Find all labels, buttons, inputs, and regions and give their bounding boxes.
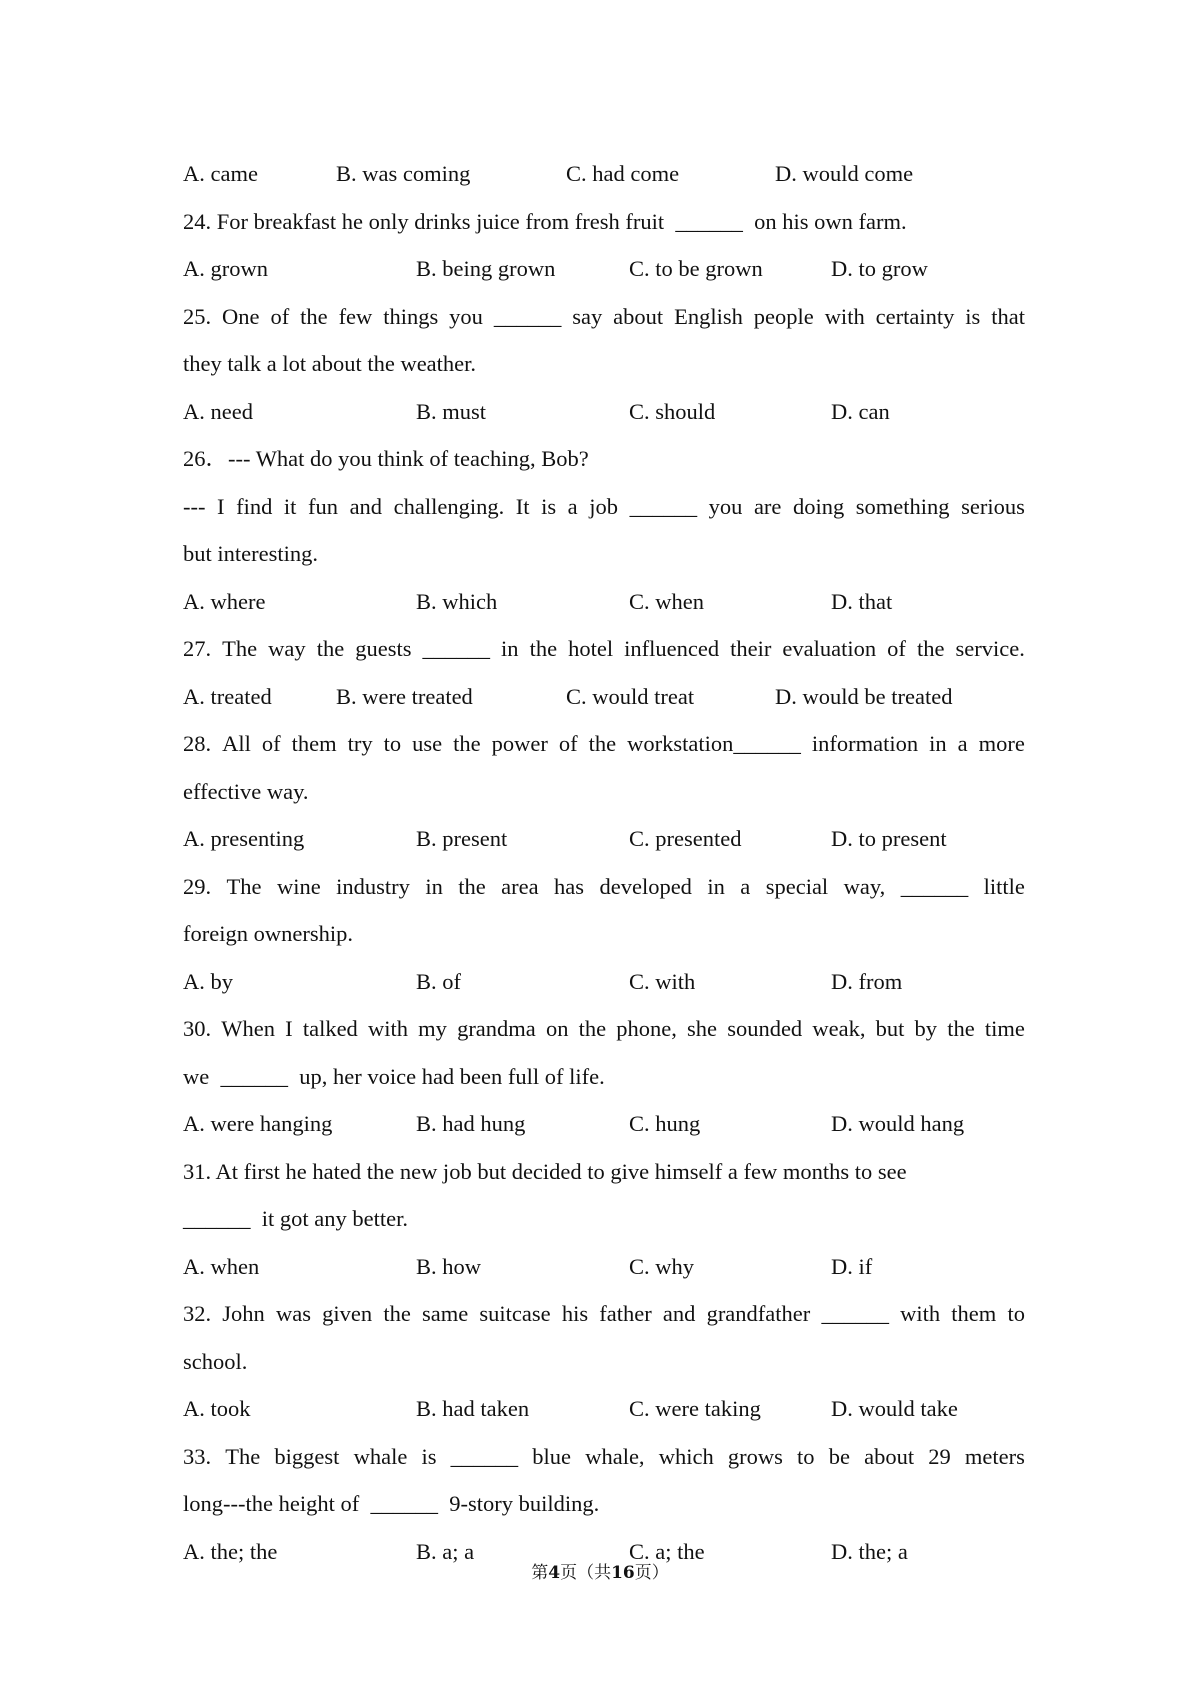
word: them xyxy=(951,1301,997,1326)
answer-option: C. why xyxy=(629,1253,695,1279)
footer-suffix: 页） xyxy=(634,1563,669,1583)
word: way, xyxy=(843,873,886,899)
answer-option: C. should xyxy=(629,398,716,424)
word: you xyxy=(708,493,743,519)
word: in xyxy=(707,873,725,899)
word: little xyxy=(983,873,1025,899)
word: of xyxy=(558,731,578,756)
word: John xyxy=(222,1301,265,1326)
word: the xyxy=(383,1301,411,1326)
word: of xyxy=(887,636,906,661)
answer-option: D. can xyxy=(831,398,890,424)
word: ______ xyxy=(422,636,491,661)
word: biggest xyxy=(274,1443,340,1469)
footer-middle: 页（共 xyxy=(560,1563,612,1583)
word: When xyxy=(221,1016,276,1041)
answer-option: A. were hanging xyxy=(183,1111,333,1136)
word: power xyxy=(491,731,548,756)
question-text xyxy=(183,1005,1025,1053)
word: challenging. xyxy=(393,493,505,519)
word: whale xyxy=(353,1443,408,1469)
word: about xyxy=(864,1443,915,1469)
word: of xyxy=(270,303,290,329)
word: 25. xyxy=(183,303,212,329)
word: the xyxy=(916,636,945,661)
word: their xyxy=(730,636,772,661)
word: grandfather xyxy=(706,1301,811,1326)
word: something xyxy=(855,493,950,519)
answer-option: A. the; the xyxy=(183,1538,278,1564)
word: which xyxy=(658,1443,714,1469)
word: of xyxy=(261,731,281,756)
word: whale, xyxy=(585,1443,645,1469)
word: grows xyxy=(727,1443,783,1469)
word: sounded xyxy=(727,1016,803,1041)
word: blue xyxy=(532,1443,572,1469)
answer-option: A. when xyxy=(183,1253,260,1279)
question-text: long---the height of ______ 9-story building. xyxy=(183,1491,600,1516)
word: it xyxy=(283,493,297,519)
answer-option: C. when xyxy=(629,588,704,614)
question-text xyxy=(183,625,1025,673)
word: way xyxy=(268,636,306,661)
question-text: 31. At first he hated the new job but decided to give himself a few months to see xyxy=(183,1158,907,1184)
word: 32. xyxy=(183,1301,212,1326)
word: ______ xyxy=(450,1443,519,1469)
word: with xyxy=(900,1301,941,1326)
word: grandma xyxy=(457,1016,536,1041)
word: service. xyxy=(955,636,1025,661)
answer-option: B. had hung xyxy=(416,1111,526,1136)
answer-option: C. were taking xyxy=(629,1396,761,1421)
question-text: 24. For breakfast he only drinks juice from fresh fruit ______ on his own farm. xyxy=(183,208,907,234)
word: The xyxy=(222,636,258,661)
answer-option: A. took xyxy=(183,1396,251,1421)
word: more xyxy=(978,731,1025,756)
word: phone, xyxy=(616,1016,677,1041)
word: is xyxy=(541,493,557,519)
word: 28. xyxy=(183,731,212,756)
word: find xyxy=(236,493,273,519)
question-text: school. xyxy=(183,1348,248,1374)
answer-option: B. being grown xyxy=(416,256,556,281)
answer-option: D. would take xyxy=(831,1396,958,1421)
answer-option: B. how xyxy=(416,1253,482,1279)
answer-option: B. which xyxy=(416,588,498,614)
answer-option: B. a; a xyxy=(416,1538,475,1564)
answer-option: D. would come xyxy=(775,161,914,186)
options-row xyxy=(183,578,1025,626)
word: industry xyxy=(336,873,410,899)
question-text: 26．--- What do you think of teaching, Bob? xyxy=(183,446,589,471)
word: 33. xyxy=(183,1443,212,1469)
answer-option: C. presented xyxy=(629,826,742,851)
answer-option: D. would hang xyxy=(831,1111,965,1136)
question-text xyxy=(183,1290,1025,1338)
word: to xyxy=(797,1443,815,1469)
word: workstation______ xyxy=(627,731,801,756)
word: are xyxy=(753,493,782,519)
word: the xyxy=(529,636,558,661)
word: ______ xyxy=(493,303,562,329)
word: wine xyxy=(276,873,321,899)
options-row xyxy=(183,1100,1025,1148)
question-text: foreign ownership. xyxy=(183,921,353,946)
answer-option: D. if xyxy=(831,1253,873,1279)
answer-option: A. where xyxy=(183,588,266,614)
word: in xyxy=(929,731,947,756)
word: 29 xyxy=(928,1443,951,1469)
word: in xyxy=(425,873,443,899)
word: say xyxy=(572,303,603,329)
answer-option: B. was coming xyxy=(336,161,471,186)
footer-prefix: 第 xyxy=(531,1563,549,1583)
word: One xyxy=(222,303,260,329)
word: in xyxy=(501,636,519,661)
word: with xyxy=(824,303,865,329)
question-text xyxy=(183,1433,1025,1481)
word: same xyxy=(422,1301,469,1326)
page-footer xyxy=(0,1558,1200,1583)
word: she xyxy=(687,1016,718,1041)
word: to xyxy=(383,731,402,756)
word: father xyxy=(599,1301,652,1326)
options-row xyxy=(183,815,1025,863)
word: a xyxy=(567,493,578,519)
word: hotel xyxy=(568,636,614,661)
answer-option: C. with xyxy=(629,968,696,994)
question-text xyxy=(183,293,1025,341)
question-text xyxy=(183,863,1025,911)
word: them xyxy=(291,731,337,756)
options-row xyxy=(183,150,1025,198)
answer-option: D. the; a xyxy=(831,1538,908,1564)
word: The xyxy=(225,1443,261,1469)
word: serious xyxy=(961,493,1025,519)
word: people xyxy=(753,303,814,329)
word: suitcase xyxy=(479,1301,551,1326)
options-row xyxy=(183,1385,1025,1433)
word: his xyxy=(561,1301,589,1326)
word: The xyxy=(226,873,262,899)
word: influenced xyxy=(624,636,720,661)
word: guests xyxy=(355,636,412,661)
answer-option: D. that xyxy=(831,588,893,614)
word: job xyxy=(589,493,618,519)
word: with xyxy=(367,1016,408,1041)
word: few xyxy=(338,303,373,329)
question-text xyxy=(183,720,1025,768)
word: English xyxy=(674,303,743,329)
word: a xyxy=(957,731,968,756)
word: evaluation xyxy=(782,636,877,661)
question-text: we ______ up, her voice had been full of life. xyxy=(183,1063,605,1089)
word: I xyxy=(217,493,225,519)
word: the xyxy=(947,1016,975,1041)
word: was xyxy=(275,1301,311,1326)
word: talked xyxy=(302,1016,358,1041)
word: doing xyxy=(792,493,845,519)
answer-option: A. grown xyxy=(183,256,268,281)
question-text: but interesting. xyxy=(183,541,318,566)
word: a xyxy=(740,873,751,899)
word: meters xyxy=(964,1443,1025,1469)
word: the xyxy=(458,873,486,899)
word: ______ xyxy=(900,873,969,899)
answer-option: B. had taken xyxy=(416,1396,530,1421)
question-text: ______ it got any better. xyxy=(183,1206,408,1231)
word: be xyxy=(828,1443,850,1469)
options-row xyxy=(183,1243,1025,1291)
word: but xyxy=(875,1016,905,1041)
answer-option: B. of xyxy=(416,968,461,994)
word: special xyxy=(765,873,829,899)
word: area xyxy=(501,873,539,899)
word: try xyxy=(347,731,373,756)
word: to xyxy=(1007,1301,1025,1326)
answer-option: C. a; the xyxy=(629,1538,705,1564)
word: the xyxy=(453,731,481,756)
question-text xyxy=(183,483,1025,531)
answer-option: C. would treat xyxy=(566,683,695,709)
word: you xyxy=(449,303,483,329)
options-row xyxy=(183,388,1025,436)
answer-option: D. would be treated xyxy=(775,683,953,709)
word: It xyxy=(515,493,530,519)
word: and xyxy=(662,1301,696,1326)
answer-option: C. to be grown xyxy=(629,256,763,281)
answer-option: B. were treated xyxy=(336,683,473,709)
word: about xyxy=(613,303,664,329)
word: by xyxy=(914,1016,938,1041)
answer-option: D. to grow xyxy=(831,256,928,281)
answer-option: D. from xyxy=(831,968,903,994)
word: I xyxy=(285,1016,293,1041)
word: 29. xyxy=(183,873,212,899)
word: certainty xyxy=(875,303,955,329)
answer-option: C. hung xyxy=(629,1111,701,1136)
word: and xyxy=(349,493,383,519)
word: --- xyxy=(183,493,206,519)
word: has xyxy=(554,873,585,899)
options-row xyxy=(183,245,1025,293)
footer-total-pages: 16 xyxy=(611,1563,635,1583)
answer-option: A. need xyxy=(183,398,253,424)
question-text: they talk a lot about the weather. xyxy=(183,351,477,376)
word: my xyxy=(418,1016,447,1041)
word: 27. xyxy=(183,636,212,661)
word: on xyxy=(545,1016,569,1041)
answer-option: C. had come xyxy=(566,161,680,186)
word: the xyxy=(316,636,345,661)
options-row xyxy=(183,673,1025,721)
word: ______ xyxy=(629,493,698,519)
word: All xyxy=(222,731,251,756)
word: information xyxy=(811,731,919,756)
footer-page-number: 4 xyxy=(548,1563,561,1583)
word: is xyxy=(965,303,981,329)
word: things xyxy=(383,303,439,329)
answer-option: A. treated xyxy=(183,683,272,709)
word: 30. xyxy=(183,1016,212,1041)
word: use xyxy=(412,731,443,756)
word: fun xyxy=(308,493,338,519)
word: the xyxy=(588,731,617,756)
answer-option: D. to present xyxy=(831,826,947,851)
word: time xyxy=(984,1016,1025,1041)
word: is xyxy=(421,1443,437,1469)
answer-option: A. by xyxy=(183,968,233,994)
word: developed xyxy=(599,873,692,899)
word: that xyxy=(991,303,1025,329)
word: given xyxy=(322,1301,373,1326)
word: weak, xyxy=(812,1016,866,1041)
word: the xyxy=(578,1016,607,1041)
answer-option: B. present xyxy=(416,826,508,851)
question-content xyxy=(183,150,1025,1575)
answer-option: A. presenting xyxy=(183,826,305,851)
answer-option: A. came xyxy=(183,161,258,186)
word: the xyxy=(300,303,328,329)
options-row xyxy=(183,958,1025,1006)
answer-option: B. must xyxy=(416,398,487,424)
question-text: effective way. xyxy=(183,778,309,804)
word: ______ xyxy=(821,1301,889,1326)
